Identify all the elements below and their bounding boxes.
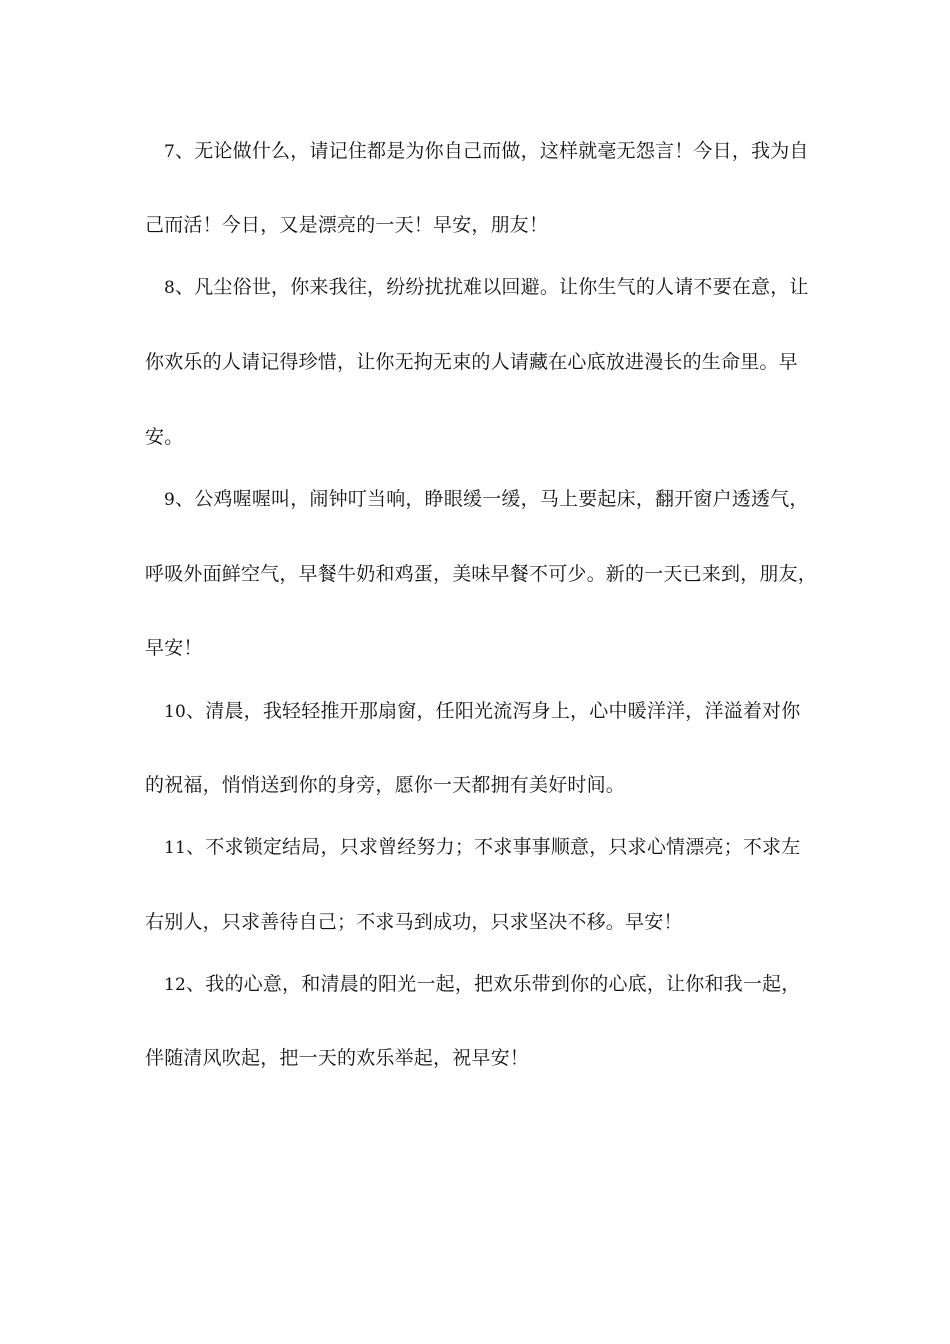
- item-9-line-2: 呼吸外面鲜空气，早餐牛奶和鸡蛋，美味早餐不可少。新的一天已来到，朋友，: [145, 563, 818, 585]
- item-11-line-2: 右别人，只求善待自己；不求马到成功，只求坚决不移。早安！: [145, 911, 683, 933]
- item-number: 8: [164, 278, 176, 298]
- item-text: 、我的心意，和清晨的阳光一起，把欢乐带到你的心底，让你和我一起，: [186, 973, 801, 995]
- item-11-line-1: [164, 835, 829, 860]
- item-number: 7: [164, 142, 176, 162]
- item-number: 12: [164, 975, 187, 995]
- item-8-line-1: [164, 275, 829, 300]
- item-8-line-2: 你欢乐的人请记得珍惜，让你无拘无束的人请藏在心底放进漫长的生命里。早: [145, 351, 798, 373]
- item-number: 11: [164, 838, 187, 858]
- item-12-line-2: 伴随清风吹起，把一天的欢乐举起，祝早安！: [145, 1047, 530, 1069]
- item-text: 、无论做什么，请记住都是为你自己而做，这样就毫无怨言！今日，我为自: [175, 140, 809, 162]
- item-9-line-3: 早安！: [145, 637, 203, 659]
- item-text: 、清晨，我轻轻推开那扇窗，任阳光流泻身上，心中暖洋洋，洋溢着对你: [186, 700, 801, 722]
- item-12-line-1: [164, 972, 829, 997]
- item-text: 、公鸡喔喔叫，闹钟叮当响，睁眼缓一缓，马上要起床，翻开窗户透透气，: [175, 488, 809, 510]
- item-9-line-1: [164, 487, 829, 512]
- item-7-line-1: [164, 139, 829, 164]
- item-text: 、不求锁定结局，只求曾经努力；不求事事顺意，只求心情漂亮；不求左: [186, 836, 801, 858]
- item-7-line-2: 己而活！今日，又是漂亮的一天！早安，朋友！: [145, 214, 549, 236]
- item-10-line-2: 的祝福，悄悄送到你的身旁，愿你一天都拥有美好时间。: [145, 774, 626, 796]
- item-number: 10: [164, 702, 187, 722]
- item-number: 9: [164, 490, 176, 510]
- item-8-line-3: 安。: [145, 426, 184, 448]
- item-text: 、凡尘俗世，你来我往，纷纷扰扰难以回避。让你生气的人请不要在意，让: [175, 276, 809, 298]
- item-10-line-1: [164, 699, 829, 724]
